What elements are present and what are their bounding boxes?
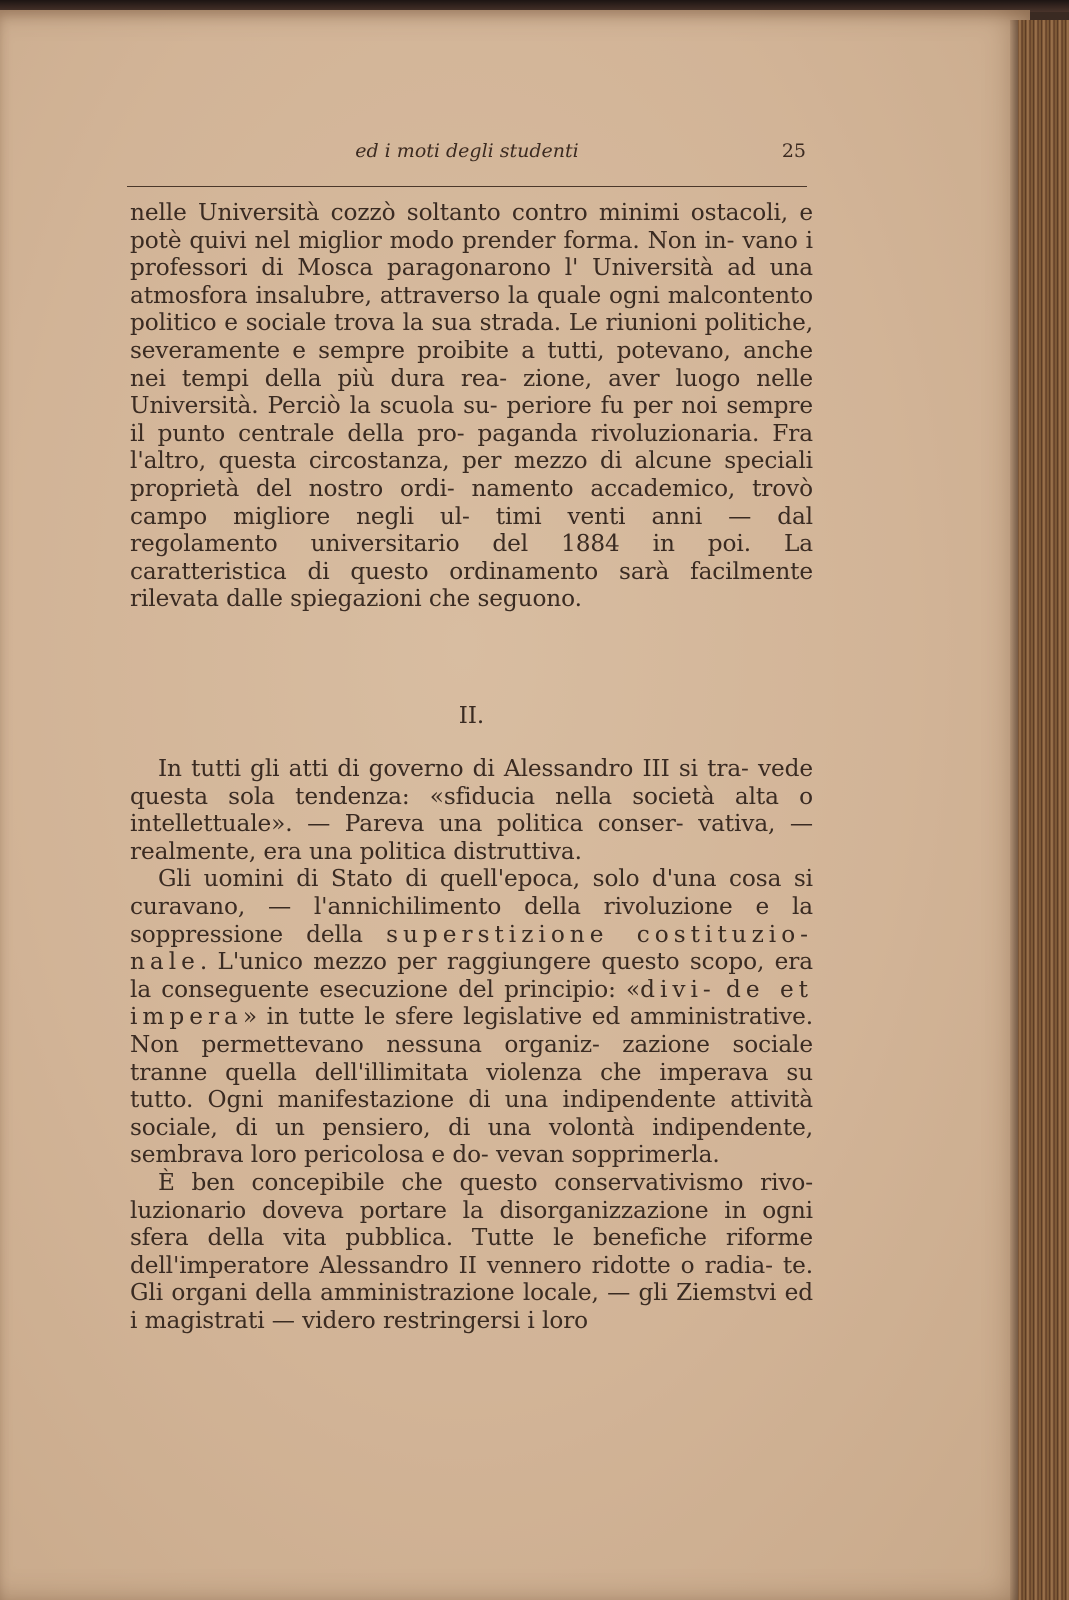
text-line: vede questa sola tendenza: «sfiducia nella società bbox=[130, 755, 813, 810]
page-number: 25 bbox=[781, 140, 806, 162]
text-line: paganda rivoluzionaria. Fra l'altro, questa circostanza, bbox=[130, 419, 813, 475]
text-line: sarà facilmente rilevata dalle spiegazioni che seguono. bbox=[130, 557, 813, 613]
text-line: a tutti, potevano, anche nei tempi della più dura rea- bbox=[130, 336, 813, 392]
text-line: amministrative. Non permettevano nessuna organiz- bbox=[130, 1003, 814, 1058]
text-line: vativa, — realmente, era una politica distruttiva. bbox=[130, 810, 813, 865]
text-line: timi venti anni — dal regolamento universitario del bbox=[130, 502, 813, 558]
text-line: luzionario doveva portare la disorganizzazione in ogni bbox=[130, 1196, 813, 1224]
paragraph-4 bbox=[130, 1169, 813, 1335]
running-title: ed i moti degli studenti bbox=[355, 140, 579, 162]
book-page-edges bbox=[1018, 20, 1069, 1600]
text-line: zazione sociale tranne quella dell'illimitata violenza bbox=[130, 1030, 813, 1086]
paragraph-1 bbox=[130, 199, 813, 613]
text-line: era la conseguente esecuzione del principio: « bbox=[130, 948, 813, 1003]
section-heading: II. bbox=[458, 703, 485, 729]
text-line: soppressione della bbox=[130, 920, 387, 948]
text-line: . L'unico mezzo per raggiungere questo scopo, bbox=[199, 948, 765, 976]
text-line: » in tutte le sfere legislative ed bbox=[242, 1003, 621, 1031]
spaced-emphasis: divi- bbox=[640, 975, 716, 1003]
text-line: periore fu per noi sempre il punto centrale della pro- bbox=[130, 392, 813, 447]
text-line: vano i professori di Mosca paragonarono l' Università bbox=[130, 226, 813, 282]
spaced-emphasis: superstizione costituzio- bbox=[386, 920, 814, 948]
text-line: namento accademico, trovò campo migliore negli ul- bbox=[130, 474, 813, 530]
text-line: È ben concepibile che questo conservativismo rivo- bbox=[158, 1168, 813, 1196]
text-line: per mezzo di alcune speciali proprietà del nostro ordi- bbox=[130, 447, 813, 502]
text-line: dell'imperatore Alessandro II vennero ridotte o radia- bbox=[130, 1251, 773, 1279]
header-rule bbox=[127, 186, 807, 187]
text-line: nelle Università cozzò soltanto contro minimi ostacoli, bbox=[130, 199, 789, 226]
paragraph-3 bbox=[130, 865, 813, 1169]
text-line: Gli uomini di Stato di quell'epoca, solo d'una cosa bbox=[158, 865, 782, 893]
text-line: malcontento politico e sociale trova la sua strada. bbox=[130, 281, 813, 337]
text-line: sfera della vita pubblica. Tutte le benefiche riforme bbox=[130, 1224, 813, 1252]
text-line: vevan sopprimerla. bbox=[495, 1141, 720, 1169]
text-line: zione, aver luogo nelle Università. Perciò la scuola su- bbox=[130, 364, 813, 420]
text-line: Ziemstvi ed i magistrati — videro restringersi i loro bbox=[130, 1279, 813, 1334]
text-line: te. Gli organi della amministrazione locale, — gli bbox=[130, 1251, 813, 1307]
text-line: alta o intellettuale». — Pareva una politica conser- bbox=[130, 782, 813, 838]
running-head bbox=[128, 140, 806, 168]
text-line: Le riunioni politiche, severamente e sempre proibite bbox=[130, 309, 813, 364]
text-line: si curavano, — l'annichilimento della rivoluzione e la bbox=[130, 865, 813, 920]
section-2-body bbox=[130, 755, 813, 1334]
text-line: che imperava su tutto. Ogni manifestazione di una bbox=[130, 1058, 813, 1114]
text-line: e potè quivi nel miglior modo prender forma. Non in- bbox=[130, 199, 813, 254]
text-line: volontà indipendente, sembrava loro pericolosa e do- bbox=[130, 1113, 813, 1169]
spaced-emphasis: nale bbox=[130, 948, 200, 976]
text-line: 1884 in poi. La caratteristica di questo ordinamento bbox=[130, 530, 813, 585]
paragraph-2 bbox=[130, 755, 813, 865]
text-line: In tutti gli atti di governo di Alessandro III si tra- bbox=[158, 755, 749, 782]
spaced-emphasis: de et impera bbox=[130, 975, 813, 1031]
text-line: indipendente attività sociale, di un pensiero, di una bbox=[130, 1086, 814, 1141]
text-line: ad una atmosfora insalubre, attraverso la quale ogni bbox=[130, 254, 813, 309]
